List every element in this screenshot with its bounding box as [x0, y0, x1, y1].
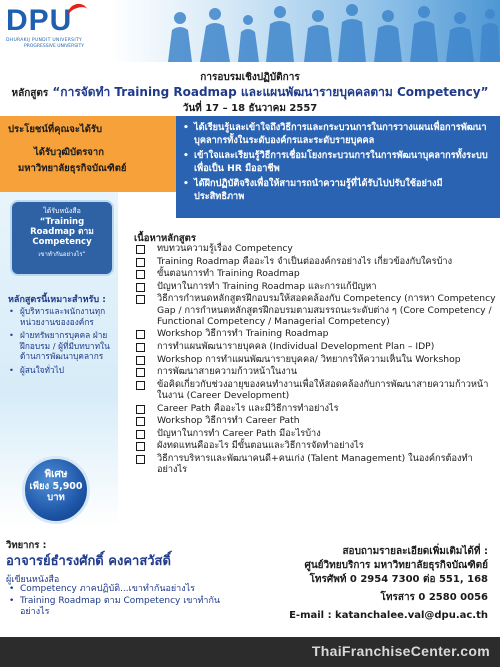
list-item	[134, 293, 496, 327]
course-title-prefix: หลักสูตร	[11, 88, 49, 99]
book-badge-line4: Competency	[32, 237, 92, 247]
price-badge	[22, 456, 90, 524]
list-item	[134, 243, 496, 254]
checkbox-icon	[136, 343, 145, 352]
checkbox-icon	[136, 295, 145, 304]
course-date: วันที่ 17 – 18 ธันวาคม 2557	[182, 103, 318, 114]
list-item	[134, 415, 496, 426]
checkbox-icon	[136, 442, 145, 451]
content-item-text: ทบทวนความรู้เรื่อง Competency	[157, 243, 293, 254]
list-item: • ได้ฝึกปฏิบัติจริงเพื่อให้สามารถนำความรู้ที่ได้รับไปปรับใช้อย่างมีประสิทธิภาพ	[194, 177, 492, 203]
list-item: • เข้าใจและเรียนรู้วิธีการเชื่อมโยงกระบวนการในการพัฒนาบุคลากรทั้งระบบเพื่อเป็น HR มืออาชีพ	[194, 149, 492, 175]
course-title	[0, 83, 500, 102]
speaker-books-list	[6, 584, 226, 619]
list-item	[134, 403, 496, 414]
footer-watermark: ThaiFranchiseCenter.com	[311, 643, 490, 659]
checkbox-icon	[136, 455, 145, 464]
list-item	[134, 453, 496, 475]
footer-bar	[0, 637, 500, 667]
content-item-text: Training Roadmap คืออะไร จำเป็นต่อองค์กรอย่างไร เกี่ยวข้องกับใครบ้าง	[157, 255, 453, 267]
content-item-text: ปัญหาในการทำ Training Roadmap และการแก้ปัญหา	[157, 280, 377, 292]
list-item	[134, 268, 496, 279]
contact-fax: โทรสาร 0 2580 0056	[380, 592, 488, 603]
benefits-list-panel	[176, 116, 500, 218]
checkbox-icon	[136, 430, 145, 439]
list-item: • ผู้สนใจทั่วไป	[8, 365, 116, 376]
benefits-panel	[0, 116, 176, 192]
content-item-text: ขั้นตอนการทำ Training Roadmap	[157, 268, 300, 280]
book-badge	[10, 200, 114, 276]
content-item-text: Workshop วิธีการทำ Training Roadmap	[157, 328, 329, 340]
list-item: • ผู้บริหารและพนักงานทุกหน่วยงานขององค์กร	[8, 306, 116, 327]
people-silhouettes-image	[120, 4, 500, 62]
content-item-text: ผังทดแทนคืออะไร มีขั้นตอนและวิธีการจัดทำอย่างไร	[157, 440, 364, 452]
list-item	[134, 366, 496, 377]
speaker-author-label: ผู้เขียนหนังสือ	[6, 575, 60, 585]
list-item: • Competency ภาคปฏิบัติ...เขาทำกันอย่างไร	[6, 584, 226, 595]
list-item: • Training Roadmap ตาม Competency เขาทำกันอย่างไร	[6, 596, 226, 618]
list-item	[134, 341, 496, 352]
price-amount: เพียง 5,900	[29, 481, 83, 492]
content-item-text: Workshop วิธีการทำ Career Path	[157, 415, 300, 427]
list-item: • ฝ่ายทรัพยากรบุคคล ฝ่ายฝึกอบรม / ผู้ที่มีบทบาทในด้านการพัฒนาบุคลากร	[8, 330, 116, 362]
logo-text: DPU	[6, 4, 73, 37]
benefits-heading: ประโยชน์ที่คุณจะได้รับ	[8, 124, 103, 135]
list-item	[134, 379, 496, 401]
checkbox-icon	[136, 330, 145, 339]
audience-heading: หลักสูตรนี้เหมาะสำหรับ :	[8, 295, 106, 305]
content-item-text: วิธีการบริหารและพัฒนาคนดี+คนเก่ง (Talent Management) ในองค์กรต้องทำอย่างไร	[157, 452, 473, 476]
content-item-text: วิธีการกำหนดหลักสูตรฝึกอบรมให้สอดคล้องกับ Competency (การหา Competency Gap / การกำหนดหลักสูตรฝึกอบรมตามสมรรถนะระดับต่าง ๆ (Core Competency / Functional Competency / Managerial Competency)	[157, 293, 496, 327]
content-heading: เนื้อหาหลักสูตร	[134, 233, 196, 244]
book-badge-line2: “Training	[39, 217, 85, 227]
list-item	[134, 256, 496, 267]
content-item-text: Workshop การทำแผนพัฒนารายบุคคล/ วิทยากรให้ความเห็นใน Workshop	[157, 353, 461, 365]
book-badge-line1: ได้รับหนังสือ	[43, 207, 81, 215]
contact-box	[226, 540, 498, 633]
contact-phone: โทรศัพท์ 0 2954 7300 ต่อ 551, 168	[309, 574, 488, 585]
content-list	[134, 243, 496, 477]
checkbox-icon	[136, 368, 145, 377]
checkbox-icon	[136, 258, 145, 267]
audience-list	[8, 306, 116, 378]
contact-email[interactable]: E-mail : katanchalee.val@dpu.ac.th	[289, 610, 488, 621]
content-item-text: การทำแผนพัฒนารายบุคคล (Individual Development Plan – IDP)	[157, 340, 435, 352]
certificate-line2: มหาวิทยาลัยธุรกิจบัณฑิตย์	[18, 163, 127, 174]
speaker-heading: วิทยากร :	[6, 540, 47, 551]
list-item	[134, 354, 496, 365]
book-badge-line3: Roadmap ตาม	[30, 227, 94, 237]
list-item	[134, 281, 496, 292]
checkbox-icon	[136, 405, 145, 414]
checkbox-icon	[136, 283, 145, 292]
logo-tagline: PROGRESSIVE UNIVERSITY	[24, 44, 84, 49]
logo-subtitle: DHURAKIJ PUNDIT UNIVERSITY	[6, 38, 83, 43]
checkbox-icon	[136, 417, 145, 426]
checkbox-icon	[136, 356, 145, 365]
content-item-text: การพัฒนาสายความก้าวหน้าในงาน	[157, 366, 298, 378]
content-item-text: ข้อคิดเกี่ยวกับช่วงอายุของคนทำงานเพื่อให้สอดคล้องกับการพัฒนาสายความก้าวหน้าในงาน (Career Development)	[157, 378, 489, 401]
price-currency: บาท	[47, 492, 65, 503]
price-label: พิเศษ	[44, 469, 68, 480]
speaker-name: อาจารย์ธำรงศักดิ์ คงคาสวัสดิ์	[6, 554, 171, 569]
dpu-logo	[6, 6, 126, 50]
content-item-text: ปัญหาในการทำ Career Path มีอะไรบ้าง	[157, 427, 321, 439]
checkbox-icon	[136, 270, 145, 279]
contact-center: ศูนย์วิทยบริการ มหาวิทยาลัยธุรกิจบัณฑิตย์	[304, 560, 488, 571]
certificate-line1: ได้รับวุฒิบัตรจาก	[34, 147, 104, 158]
list-item: • ได้เรียนรู้และเข้าใจถึงวิธีการและกระบวนการในการวางแผนเพื่อการพัฒนาบุคลากรทั้งในระดับองค์กรและระดับรายบุคคล	[194, 121, 492, 147]
list-item	[134, 440, 496, 451]
course-title-main: “การจัดทำ Training Roadmap และแผนพัฒนารายบุคคลตาม Competency”	[52, 85, 489, 99]
checkbox-icon	[136, 245, 145, 254]
list-item	[134, 328, 496, 339]
content-item-text: Career Path คืออะไร และมีวิธีการทำอย่างไร	[157, 402, 339, 414]
book-badge-line5: เขาทำกันอย่างไร”	[38, 251, 86, 258]
workshop-label: การอบรมเชิงปฏิบัติการ	[200, 72, 300, 83]
checkbox-icon	[136, 381, 145, 390]
contact-heading: สอบถามรายละเอียดเพิ่มเติมได้ที่ :	[342, 546, 488, 557]
list-item	[134, 428, 496, 439]
benefits-list	[176, 116, 500, 203]
